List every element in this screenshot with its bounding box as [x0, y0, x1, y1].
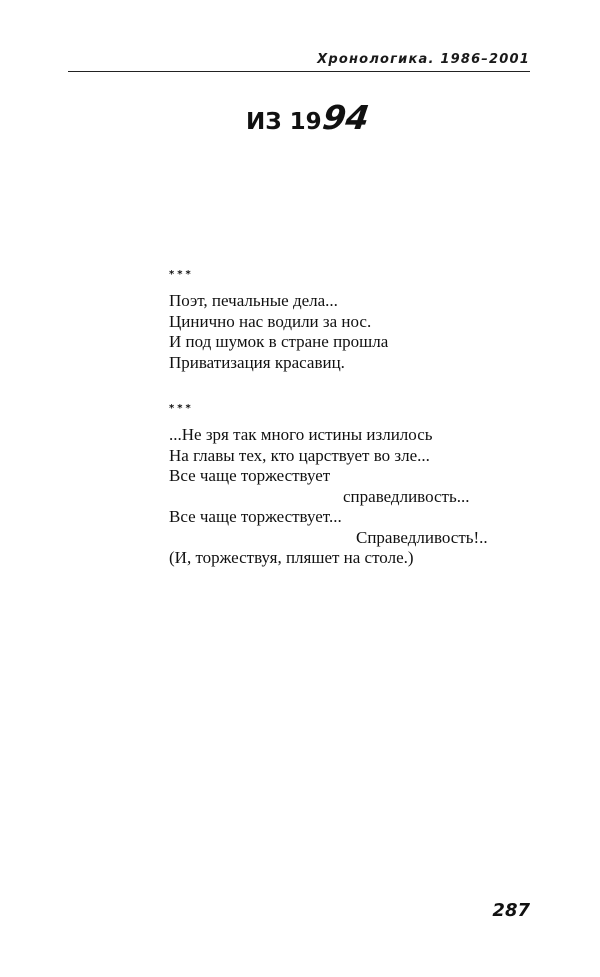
header-rule	[68, 71, 530, 72]
running-head: Хронологика. 1986–2001	[317, 52, 530, 67]
poem-line: И под шумок в стране прошла	[169, 332, 389, 351]
poem-line: ...Не зря так много истины излилось	[169, 425, 433, 444]
poem-line: Поэт, печальные дела...	[169, 291, 338, 310]
poem-line: Приватизация красавиц.	[169, 352, 345, 372]
poem-line: Все чаще торжествует	[169, 466, 331, 485]
poem-line-indented: Справедливость!..	[356, 527, 488, 547]
chapter-title-handwritten-year: 94	[319, 98, 372, 137]
poem-line: Все чаще торжествует...	[169, 507, 342, 526]
poem-1	[169, 268, 388, 373]
poem-2	[169, 402, 488, 569]
poem-separator: ***	[169, 269, 194, 280]
poem-line-indented: справедливость...	[343, 486, 470, 506]
page-number: 287	[492, 900, 530, 921]
poem-line: (И, торжествуя, пляшет на столе.)	[169, 548, 414, 567]
poem-line: Цинично нас водили за нос.	[169, 311, 372, 331]
poem-line: На главы тех, кто царствует во зле...	[169, 445, 430, 465]
poem-separator: ***	[169, 403, 194, 414]
chapter-title-prefix: ИЗ 19	[246, 109, 322, 135]
chapter-title	[246, 98, 372, 137]
